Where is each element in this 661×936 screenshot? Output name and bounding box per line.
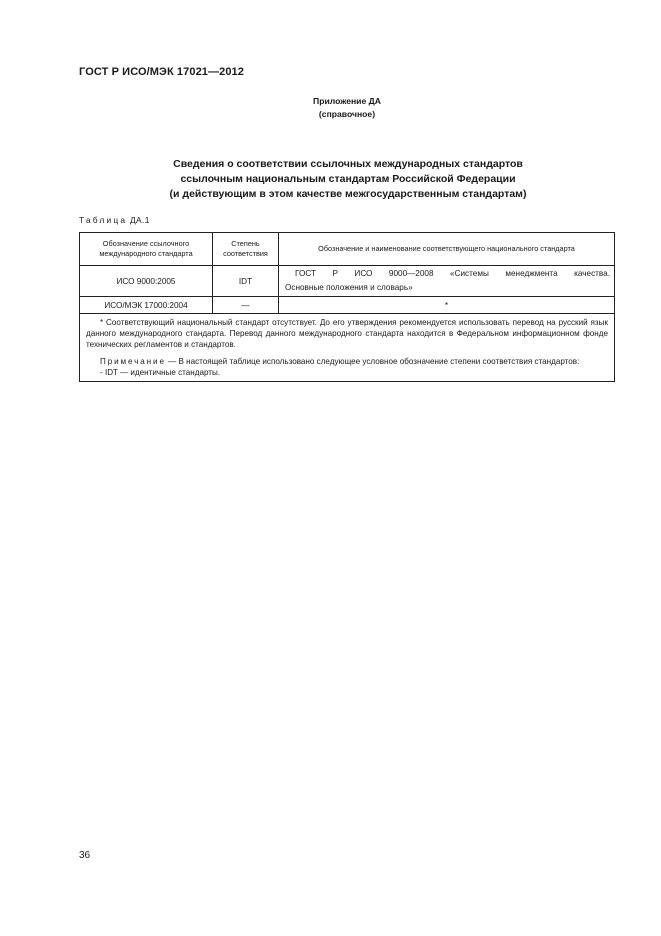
column-header-national: Обозначение и наименование соответствующего национального стандарта	[279, 233, 615, 266]
table-header-row	[80, 233, 615, 266]
section-title-line: (и действующим в этом качестве межгосударственным стандартам)	[169, 188, 527, 200]
table-caption-word: Таблица	[79, 215, 128, 225]
note-label: Примечание	[100, 357, 166, 366]
column-header-line: соответствия	[223, 249, 268, 258]
appendix-subtitle: (справочное)	[318, 109, 376, 119]
cell-national-line: Основные положения и словарь»	[285, 283, 413, 292]
standards-table	[79, 232, 615, 382]
section-title-line: Сведения о соответствии ссылочных международных стандартов	[173, 158, 523, 170]
column-header-line: Обозначение ссылочного	[102, 238, 190, 248]
cell-degree: IDT	[213, 266, 279, 297]
section-title	[40, 157, 656, 202]
cell-reference: ИСО/МЭК 17000:2004	[80, 297, 213, 314]
cell-national	[279, 266, 615, 297]
table-notes-row	[80, 314, 615, 382]
table-caption-number: ДА.1	[129, 215, 150, 225]
page-number: 36	[79, 850, 91, 861]
table-caption	[79, 215, 150, 225]
table-notes-cell	[80, 314, 615, 382]
note-text: — В настоящей таблице использовано следующее условное обозначение степени соответствия стандартов:	[168, 357, 580, 366]
cell-national: *	[279, 297, 615, 314]
table-row	[80, 297, 615, 314]
column-header-line: международного стандарта	[99, 249, 193, 258]
cell-degree: —	[213, 297, 279, 314]
document-code-header: ГОСТ Р ИСО/МЭК 17021—2012	[79, 66, 244, 78]
table-footnote: * Соответствующий национальный стандарт отсутствует. До его утверждения рекомендуется использовать перевод на русский язык данного международного стандарта. Перевод данного международного стандарта находится в Федеральном информационном фонде технических регламентов и стандартов.	[86, 318, 608, 349]
column-header-degree	[213, 233, 279, 266]
note-list-item: - IDT — идентичные стандарты.	[100, 368, 221, 377]
column-header-line: Степень	[231, 238, 260, 248]
table-note	[86, 356, 608, 367]
column-header-reference	[80, 233, 213, 266]
cell-national-line: ГОСТ Р ИСО 9000—2008 «Системы менеджмента качества.	[295, 269, 610, 278]
table-row	[80, 266, 615, 297]
section-title-line: ссылочным национальным стандартам Российской Федерации	[180, 173, 516, 185]
cell-reference: ИСО 9000:2005	[80, 266, 213, 297]
appendix-title: Приложение ДА	[313, 96, 381, 106]
